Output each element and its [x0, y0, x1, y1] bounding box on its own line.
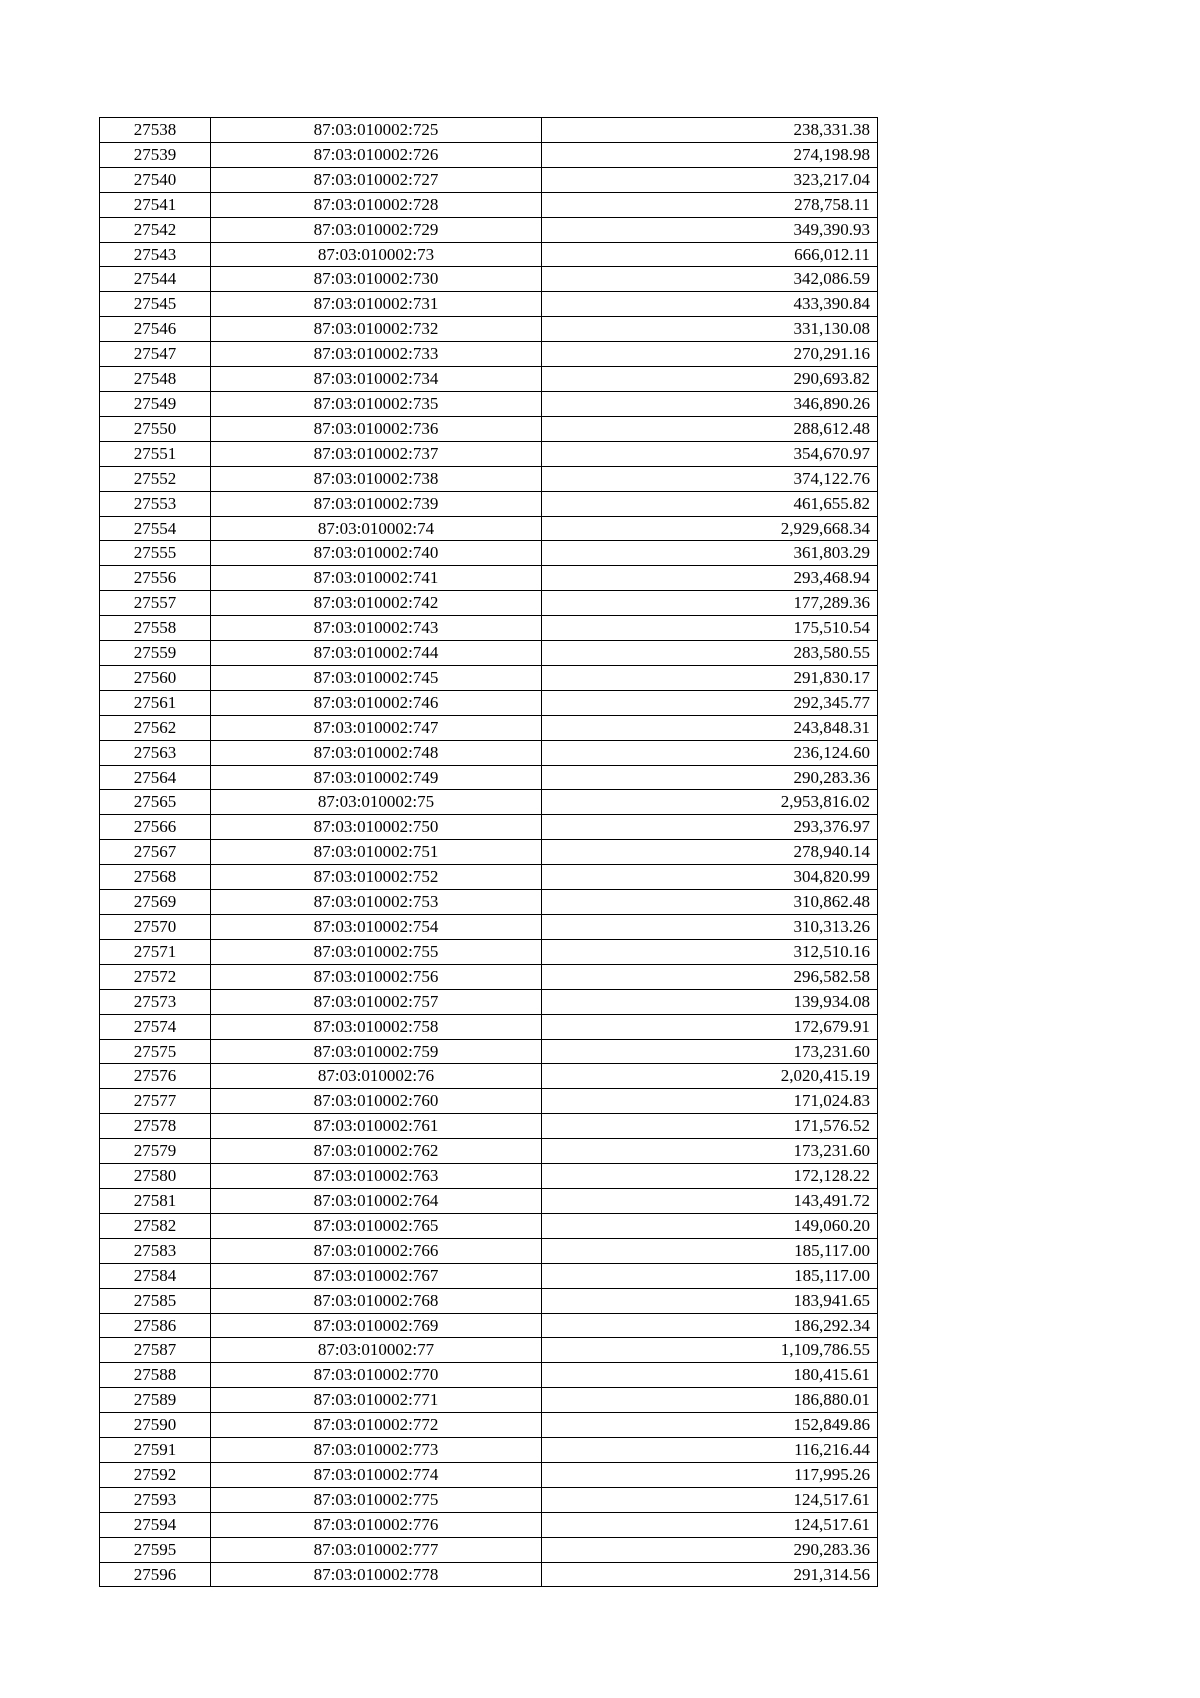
cadastral-number-cell: 87:03:010002:751 [211, 840, 542, 865]
cadastral-value-cell: 183,941.65 [542, 1288, 878, 1313]
cadastral-value-cell: 312,510.16 [542, 939, 878, 964]
cadastral-value-cell: 177,289.36 [542, 591, 878, 616]
cadastral-number-cell: 87:03:010002:769 [211, 1313, 542, 1338]
table-row [100, 740, 878, 765]
table-row [100, 566, 878, 591]
table-row [100, 815, 878, 840]
row-number-cell: 27579 [100, 1139, 211, 1164]
cadastral-value-cell: 304,820.99 [542, 865, 878, 890]
cadastral-value-cell: 2,020,415.19 [542, 1064, 878, 1089]
cadastral-value-cell: 346,890.26 [542, 391, 878, 416]
cadastral-value-cell: 310,862.48 [542, 890, 878, 915]
row-number-cell: 27554 [100, 516, 211, 541]
cadastral-number-cell: 87:03:010002:774 [211, 1462, 542, 1487]
cadastral-value-cell: 310,313.26 [542, 915, 878, 940]
cadastral-number-cell: 87:03:010002:746 [211, 690, 542, 715]
cadastral-value-table [99, 117, 878, 1587]
row-number-cell: 27549 [100, 391, 211, 416]
row-number-cell: 27546 [100, 317, 211, 342]
cadastral-number-cell: 87:03:010002:727 [211, 167, 542, 192]
row-number-cell: 27559 [100, 641, 211, 666]
cadastral-value-cell: 354,670.97 [542, 441, 878, 466]
cadastral-number-cell: 87:03:010002:733 [211, 342, 542, 367]
row-number-cell: 27578 [100, 1114, 211, 1139]
row-number-cell: 27548 [100, 367, 211, 392]
table-row [100, 1114, 878, 1139]
cadastral-number-cell: 87:03:010002:750 [211, 815, 542, 840]
cadastral-number-cell: 87:03:010002:738 [211, 466, 542, 491]
cadastral-value-cell: 323,217.04 [542, 167, 878, 192]
cadastral-value-cell: 270,291.16 [542, 342, 878, 367]
cadastral-number-cell: 87:03:010002:775 [211, 1487, 542, 1512]
table-row [100, 1089, 878, 1114]
cadastral-value-cell: 288,612.48 [542, 416, 878, 441]
cadastral-value-cell: 342,086.59 [542, 267, 878, 292]
cadastral-value-cell: 236,124.60 [542, 740, 878, 765]
table-row [100, 491, 878, 516]
table-row [100, 1413, 878, 1438]
table-body [100, 118, 878, 1587]
cadastral-number-cell: 87:03:010002:762 [211, 1139, 542, 1164]
cadastral-number-cell: 87:03:010002:77 [211, 1338, 542, 1363]
cadastral-value-cell: 374,122.76 [542, 466, 878, 491]
table-row [100, 292, 878, 317]
cadastral-number-cell: 87:03:010002:754 [211, 915, 542, 940]
cadastral-number-cell: 87:03:010002:730 [211, 267, 542, 292]
cadastral-value-cell: 186,880.01 [542, 1388, 878, 1413]
cadastral-value-cell: 278,758.11 [542, 192, 878, 217]
row-number-cell: 27577 [100, 1089, 211, 1114]
row-number-cell: 27556 [100, 566, 211, 591]
cadastral-value-cell: 185,117.00 [542, 1238, 878, 1263]
row-number-cell: 27541 [100, 192, 211, 217]
cadastral-value-cell: 666,012.11 [542, 242, 878, 267]
row-number-cell: 27584 [100, 1263, 211, 1288]
cadastral-number-cell: 87:03:010002:731 [211, 292, 542, 317]
row-number-cell: 27568 [100, 865, 211, 890]
cadastral-number-cell: 87:03:010002:737 [211, 441, 542, 466]
row-number-cell: 27538 [100, 118, 211, 143]
cadastral-value-cell: 171,024.83 [542, 1089, 878, 1114]
cadastral-value-cell: 296,582.58 [542, 964, 878, 989]
row-number-cell: 27583 [100, 1238, 211, 1263]
cadastral-value-cell: 175,510.54 [542, 616, 878, 641]
row-number-cell: 27557 [100, 591, 211, 616]
table-row [100, 964, 878, 989]
cadastral-number-cell: 87:03:010002:740 [211, 541, 542, 566]
cadastral-number-cell: 87:03:010002:758 [211, 1014, 542, 1039]
table-row [100, 715, 878, 740]
cadastral-value-cell: 293,376.97 [542, 815, 878, 840]
table-row [100, 1363, 878, 1388]
cadastral-value-cell: 291,830.17 [542, 665, 878, 690]
cadastral-value-cell: 117,995.26 [542, 1462, 878, 1487]
table-row [100, 217, 878, 242]
cadastral-number-cell: 87:03:010002:763 [211, 1164, 542, 1189]
row-number-cell: 27573 [100, 989, 211, 1014]
cadastral-number-cell: 87:03:010002:770 [211, 1363, 542, 1388]
cadastral-number-cell: 87:03:010002:76 [211, 1064, 542, 1089]
cadastral-number-cell: 87:03:010002:728 [211, 192, 542, 217]
cadastral-number-cell: 87:03:010002:744 [211, 641, 542, 666]
cadastral-value-cell: 124,517.61 [542, 1487, 878, 1512]
table-row [100, 441, 878, 466]
cadastral-value-cell: 283,580.55 [542, 641, 878, 666]
cadastral-value-cell: 291,314.56 [542, 1562, 878, 1587]
table-row [100, 915, 878, 940]
row-number-cell: 27563 [100, 740, 211, 765]
cadastral-number-cell: 87:03:010002:766 [211, 1238, 542, 1263]
cadastral-number-cell: 87:03:010002:765 [211, 1213, 542, 1238]
cadastral-number-cell: 87:03:010002:725 [211, 118, 542, 143]
cadastral-number-cell: 87:03:010002:743 [211, 616, 542, 641]
table-row [100, 1537, 878, 1562]
cadastral-number-cell: 87:03:010002:771 [211, 1388, 542, 1413]
row-number-cell: 27596 [100, 1562, 211, 1587]
cadastral-number-cell: 87:03:010002:755 [211, 939, 542, 964]
cadastral-value-cell: 243,848.31 [542, 715, 878, 740]
cadastral-value-cell: 186,292.34 [542, 1313, 878, 1338]
row-number-cell: 27580 [100, 1164, 211, 1189]
row-number-cell: 27592 [100, 1462, 211, 1487]
cadastral-number-cell: 87:03:010002:742 [211, 591, 542, 616]
row-number-cell: 27544 [100, 267, 211, 292]
table-row [100, 1064, 878, 1089]
cadastral-value-cell: 152,849.86 [542, 1413, 878, 1438]
row-number-cell: 27561 [100, 690, 211, 715]
table-row [100, 317, 878, 342]
cadastral-number-cell: 87:03:010002:757 [211, 989, 542, 1014]
row-number-cell: 27575 [100, 1039, 211, 1064]
cadastral-number-cell: 87:03:010002:778 [211, 1562, 542, 1587]
cadastral-value-cell: 238,331.38 [542, 118, 878, 143]
table-row [100, 1438, 878, 1463]
row-number-cell: 27562 [100, 715, 211, 740]
cadastral-number-cell: 87:03:010002:749 [211, 765, 542, 790]
row-number-cell: 27594 [100, 1512, 211, 1537]
table-row [100, 1014, 878, 1039]
cadastral-number-cell: 87:03:010002:756 [211, 964, 542, 989]
row-number-cell: 27560 [100, 665, 211, 690]
row-number-cell: 27586 [100, 1313, 211, 1338]
row-number-cell: 27590 [100, 1413, 211, 1438]
cadastral-number-cell: 87:03:010002:739 [211, 491, 542, 516]
cadastral-value-cell: 349,390.93 [542, 217, 878, 242]
table-row [100, 1213, 878, 1238]
row-number-cell: 27558 [100, 616, 211, 641]
row-number-cell: 27564 [100, 765, 211, 790]
table-row [100, 1487, 878, 1512]
cadastral-number-cell: 87:03:010002:764 [211, 1188, 542, 1213]
cadastral-number-cell: 87:03:010002:767 [211, 1263, 542, 1288]
cadastral-value-cell: 290,693.82 [542, 367, 878, 392]
row-number-cell: 27581 [100, 1188, 211, 1213]
cadastral-number-cell: 87:03:010002:761 [211, 1114, 542, 1139]
table-row [100, 142, 878, 167]
table-row [100, 865, 878, 890]
table-row [100, 591, 878, 616]
cadastral-number-cell: 87:03:010002:773 [211, 1438, 542, 1463]
cadastral-value-cell: 172,128.22 [542, 1164, 878, 1189]
cadastral-value-cell: 173,231.60 [542, 1039, 878, 1064]
row-number-cell: 27539 [100, 142, 211, 167]
cadastral-value-cell: 185,117.00 [542, 1263, 878, 1288]
table-row [100, 1388, 878, 1413]
row-number-cell: 27567 [100, 840, 211, 865]
table-row [100, 1288, 878, 1313]
cadastral-value-cell: 139,934.08 [542, 989, 878, 1014]
row-number-cell: 27576 [100, 1064, 211, 1089]
row-number-cell: 27550 [100, 416, 211, 441]
cadastral-number-cell: 87:03:010002:747 [211, 715, 542, 740]
cadastral-number-cell: 87:03:010002:732 [211, 317, 542, 342]
row-number-cell: 27591 [100, 1438, 211, 1463]
cadastral-value-cell: 433,390.84 [542, 292, 878, 317]
row-number-cell: 27593 [100, 1487, 211, 1512]
cadastral-value-cell: 173,231.60 [542, 1139, 878, 1164]
row-number-cell: 27570 [100, 915, 211, 940]
cadastral-value-cell: 331,130.08 [542, 317, 878, 342]
row-number-cell: 27588 [100, 1363, 211, 1388]
row-number-cell: 27571 [100, 939, 211, 964]
cadastral-value-cell: 143,491.72 [542, 1188, 878, 1213]
row-number-cell: 27545 [100, 292, 211, 317]
table-row [100, 1188, 878, 1213]
table-row [100, 616, 878, 641]
cadastral-value-cell: 180,415.61 [542, 1363, 878, 1388]
cadastral-number-cell: 87:03:010002:74 [211, 516, 542, 541]
cadastral-value-cell: 292,345.77 [542, 690, 878, 715]
row-number-cell: 27551 [100, 441, 211, 466]
table-row [100, 989, 878, 1014]
cadastral-number-cell: 87:03:010002:768 [211, 1288, 542, 1313]
cadastral-number-cell: 87:03:010002:776 [211, 1512, 542, 1537]
cadastral-number-cell: 87:03:010002:726 [211, 142, 542, 167]
cadastral-number-cell: 87:03:010002:753 [211, 890, 542, 915]
cadastral-number-cell: 87:03:010002:734 [211, 367, 542, 392]
row-number-cell: 27572 [100, 964, 211, 989]
cadastral-number-cell: 87:03:010002:736 [211, 416, 542, 441]
table-row [100, 192, 878, 217]
table-row [100, 665, 878, 690]
cadastral-number-cell: 87:03:010002:729 [211, 217, 542, 242]
table-row [100, 890, 878, 915]
row-number-cell: 27585 [100, 1288, 211, 1313]
row-number-cell: 27589 [100, 1388, 211, 1413]
cadastral-value-cell: 149,060.20 [542, 1213, 878, 1238]
cadastral-value-cell: 293,468.94 [542, 566, 878, 591]
cadastral-number-cell: 87:03:010002:760 [211, 1089, 542, 1114]
table-row [100, 391, 878, 416]
table-row [100, 840, 878, 865]
row-number-cell: 27555 [100, 541, 211, 566]
row-number-cell: 27553 [100, 491, 211, 516]
table-row [100, 1238, 878, 1263]
table-row [100, 118, 878, 143]
table-row [100, 516, 878, 541]
table-row [100, 242, 878, 267]
table-row [100, 1313, 878, 1338]
table-row [100, 167, 878, 192]
cadastral-value-cell: 1,109,786.55 [542, 1338, 878, 1363]
table-row [100, 1139, 878, 1164]
cadastral-value-cell: 278,940.14 [542, 840, 878, 865]
table-row [100, 416, 878, 441]
cadastral-number-cell: 87:03:010002:772 [211, 1413, 542, 1438]
table-row [100, 367, 878, 392]
row-number-cell: 27582 [100, 1213, 211, 1238]
table-row [100, 1164, 878, 1189]
table-row [100, 790, 878, 815]
table-row [100, 342, 878, 367]
row-number-cell: 27565 [100, 790, 211, 815]
cadastral-value-cell: 361,803.29 [542, 541, 878, 566]
cadastral-value-cell: 290,283.36 [542, 1537, 878, 1562]
table-row [100, 690, 878, 715]
table-row [100, 765, 878, 790]
cadastral-number-cell: 87:03:010002:73 [211, 242, 542, 267]
row-number-cell: 27587 [100, 1338, 211, 1363]
cadastral-value-cell: 116,216.44 [542, 1438, 878, 1463]
cadastral-number-cell: 87:03:010002:75 [211, 790, 542, 815]
row-number-cell: 27595 [100, 1537, 211, 1562]
table-row [100, 939, 878, 964]
cadastral-number-cell: 87:03:010002:735 [211, 391, 542, 416]
cadastral-number-cell: 87:03:010002:759 [211, 1039, 542, 1064]
table-row [100, 1462, 878, 1487]
cadastral-number-cell: 87:03:010002:741 [211, 566, 542, 591]
cadastral-value-cell: 461,655.82 [542, 491, 878, 516]
cadastral-value-cell: 172,679.91 [542, 1014, 878, 1039]
cadastral-value-cell: 274,198.98 [542, 142, 878, 167]
cadastral-value-cell: 171,576.52 [542, 1114, 878, 1139]
cadastral-number-cell: 87:03:010002:745 [211, 665, 542, 690]
cadastral-value-cell: 2,929,668.34 [542, 516, 878, 541]
cadastral-value-cell: 124,517.61 [542, 1512, 878, 1537]
table-row [100, 641, 878, 666]
row-number-cell: 27547 [100, 342, 211, 367]
row-number-cell: 27566 [100, 815, 211, 840]
cadastral-number-cell: 87:03:010002:777 [211, 1537, 542, 1562]
cadastral-value-cell: 2,953,816.02 [542, 790, 878, 815]
row-number-cell: 27543 [100, 242, 211, 267]
row-number-cell: 27542 [100, 217, 211, 242]
table-row [100, 1338, 878, 1363]
table-row [100, 541, 878, 566]
row-number-cell: 27552 [100, 466, 211, 491]
row-number-cell: 27540 [100, 167, 211, 192]
table-row [100, 1039, 878, 1064]
table-row [100, 1562, 878, 1587]
table-row [100, 1263, 878, 1288]
table-row [100, 267, 878, 292]
cadastral-number-cell: 87:03:010002:752 [211, 865, 542, 890]
cadastral-value-cell: 290,283.36 [542, 765, 878, 790]
row-number-cell: 27569 [100, 890, 211, 915]
row-number-cell: 27574 [100, 1014, 211, 1039]
table-row [100, 1512, 878, 1537]
table-row [100, 466, 878, 491]
cadastral-number-cell: 87:03:010002:748 [211, 740, 542, 765]
